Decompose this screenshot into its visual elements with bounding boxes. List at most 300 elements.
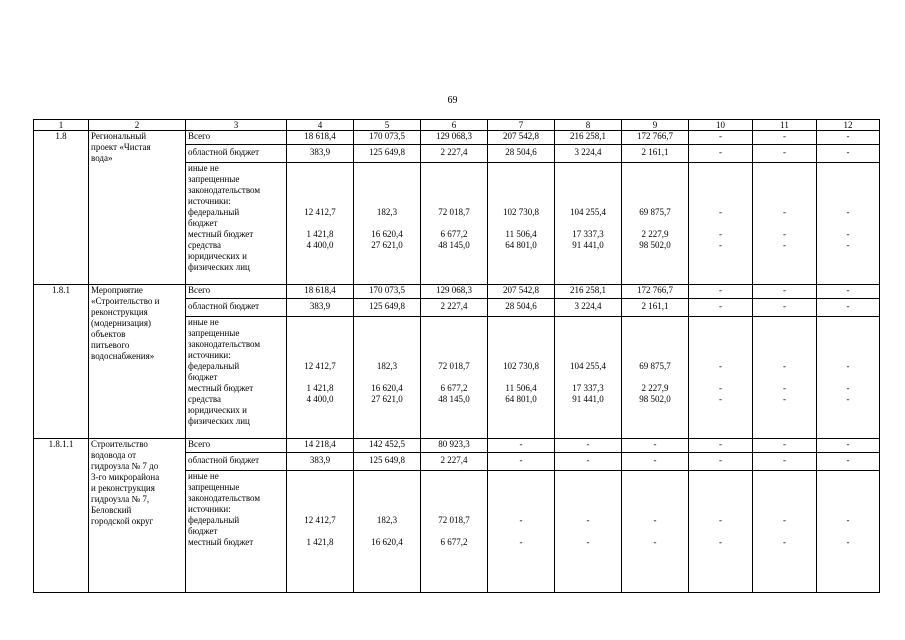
value-cell: - bbox=[689, 439, 753, 453]
value-line: 64 801,0 bbox=[505, 394, 537, 404]
value-line bbox=[624, 526, 686, 537]
value-line bbox=[356, 262, 418, 273]
funding-source-line: федеральный bbox=[188, 207, 240, 217]
value-line bbox=[490, 493, 552, 504]
value-line bbox=[557, 328, 619, 339]
value-line bbox=[755, 196, 814, 207]
row-code: 1.8.1 bbox=[34, 285, 89, 439]
value-line bbox=[490, 174, 552, 185]
column-header: 7 bbox=[488, 120, 555, 131]
value-line bbox=[755, 328, 814, 339]
value-cell: - bbox=[817, 285, 880, 299]
value-cell: 2 227,4 bbox=[421, 299, 488, 317]
value-cell: 18 618,4 bbox=[287, 285, 354, 299]
value-cell: - bbox=[753, 439, 817, 453]
table-row bbox=[34, 285, 880, 299]
value-cell: - bbox=[753, 145, 817, 163]
value-line: 91 441,0 bbox=[572, 240, 604, 250]
value-line bbox=[423, 372, 485, 383]
value-cell: 2 161,1 bbox=[622, 299, 689, 317]
value-cell: - bbox=[817, 439, 880, 453]
value-cell bbox=[555, 163, 622, 285]
value-line bbox=[557, 163, 619, 174]
value-cell: - bbox=[689, 299, 753, 317]
value-line bbox=[490, 328, 552, 339]
value-cell: - bbox=[753, 131, 817, 145]
value-line bbox=[624, 405, 686, 416]
value-line: 72 018,7 bbox=[438, 361, 470, 371]
value-cell: - bbox=[555, 453, 622, 471]
value-line bbox=[423, 350, 485, 361]
funding-source-line: местный бюджет bbox=[188, 537, 254, 547]
value-cell bbox=[689, 471, 753, 593]
value-line: - bbox=[783, 515, 786, 525]
value-line bbox=[490, 339, 552, 350]
value-line bbox=[356, 416, 418, 427]
row-name bbox=[89, 439, 186, 593]
funding-source-line: федеральный bbox=[188, 361, 240, 371]
value-line: 2 227,9 bbox=[641, 229, 669, 239]
funding-source bbox=[186, 317, 287, 439]
row-name-line: гидроузла № 7, bbox=[91, 494, 150, 504]
value-line: - bbox=[783, 537, 786, 547]
value-line: - bbox=[719, 383, 722, 393]
value-line bbox=[557, 196, 619, 207]
value-cell bbox=[555, 317, 622, 439]
value-line: 4 400,0 bbox=[306, 394, 334, 404]
value-line bbox=[490, 163, 552, 174]
value-line bbox=[356, 339, 418, 350]
value-line: 11 506,4 bbox=[505, 229, 537, 239]
value-cell: 142 452,5 bbox=[354, 439, 421, 453]
value-line bbox=[755, 339, 814, 350]
value-line bbox=[819, 218, 877, 229]
value-line bbox=[423, 328, 485, 339]
budget-table bbox=[33, 119, 880, 593]
value-line bbox=[356, 372, 418, 383]
value-cell: 125 649,8 bbox=[354, 453, 421, 471]
value-line bbox=[624, 163, 686, 174]
value-line: 16 620,4 bbox=[371, 537, 403, 547]
value-line bbox=[490, 504, 552, 515]
value-cell: 3 224,4 bbox=[555, 145, 622, 163]
value-line bbox=[557, 218, 619, 229]
value-line: - bbox=[783, 361, 786, 371]
value-line: - bbox=[586, 515, 590, 525]
value-line bbox=[755, 526, 814, 537]
value-line bbox=[691, 174, 750, 185]
funding-source-line: местный бюджет bbox=[188, 229, 254, 239]
value-line bbox=[423, 471, 485, 482]
value-cell bbox=[488, 317, 555, 439]
funding-source-line: бюджет bbox=[188, 218, 218, 228]
value-cell: - bbox=[689, 453, 753, 471]
value-line: 27 621,0 bbox=[371, 394, 403, 404]
funding-source-line: Всего bbox=[188, 439, 211, 449]
row-name-line: (модернизация) bbox=[91, 318, 151, 328]
value-line bbox=[490, 471, 552, 482]
value-line: 48 145,0 bbox=[438, 394, 470, 404]
row-name-line: 3-го микрорайона bbox=[91, 472, 160, 482]
value-cell: - bbox=[555, 439, 622, 453]
value-line: 16 620,4 bbox=[371, 229, 403, 239]
value-line bbox=[356, 482, 418, 493]
row-code: 1.8 bbox=[34, 131, 89, 285]
value-line bbox=[490, 196, 552, 207]
value-line bbox=[819, 350, 877, 361]
value-line bbox=[819, 185, 877, 196]
value-line bbox=[356, 317, 418, 328]
value-line bbox=[289, 339, 351, 350]
value-line bbox=[490, 350, 552, 361]
value-cell: - bbox=[753, 299, 817, 317]
value-cell: - bbox=[689, 131, 753, 145]
value-cell: 216 258,1 bbox=[555, 131, 622, 145]
funding-source-line: средства bbox=[188, 394, 222, 404]
value-line bbox=[624, 493, 686, 504]
value-line bbox=[755, 372, 814, 383]
column-header: 5 bbox=[354, 120, 421, 131]
funding-source bbox=[186, 163, 287, 285]
row-code: 1.8.1.1 bbox=[34, 439, 89, 593]
value-line bbox=[755, 262, 814, 273]
value-line bbox=[819, 328, 877, 339]
funding-source-line: законодательством bbox=[188, 185, 261, 195]
value-line: 6 677,2 bbox=[440, 229, 468, 239]
value-line: 2 227,9 bbox=[641, 383, 669, 393]
value-line bbox=[289, 405, 351, 416]
value-line bbox=[423, 339, 485, 350]
value-cell: - bbox=[689, 285, 753, 299]
value-line bbox=[819, 405, 877, 416]
value-line bbox=[691, 196, 750, 207]
value-line bbox=[490, 251, 552, 262]
value-line bbox=[557, 405, 619, 416]
funding-source bbox=[186, 131, 287, 145]
value-line bbox=[289, 196, 351, 207]
value-cell: 2 161,1 bbox=[622, 145, 689, 163]
value-line bbox=[490, 482, 552, 493]
value-line bbox=[691, 471, 750, 482]
row-name-line: гидроузла № 7 до bbox=[91, 461, 159, 471]
value-cell bbox=[287, 317, 354, 439]
value-line bbox=[356, 405, 418, 416]
value-line: - bbox=[783, 394, 786, 404]
value-line bbox=[691, 504, 750, 515]
value-line bbox=[356, 471, 418, 482]
value-line: 12 412,7 bbox=[304, 207, 336, 217]
value-line bbox=[755, 482, 814, 493]
funding-source-line: законодательством bbox=[188, 493, 261, 503]
value-line: 1 421,8 bbox=[306, 537, 334, 547]
value-line bbox=[557, 174, 619, 185]
value-line: 104 255,4 bbox=[570, 361, 606, 371]
value-line: 182,3 bbox=[376, 361, 398, 371]
value-line bbox=[289, 350, 351, 361]
value-line: - bbox=[846, 383, 850, 393]
value-line bbox=[423, 317, 485, 328]
value-cell bbox=[753, 163, 817, 285]
value-line bbox=[624, 416, 686, 427]
value-line bbox=[289, 251, 351, 262]
value-cell: 125 649,8 bbox=[354, 299, 421, 317]
value-cell: 207 542,8 bbox=[488, 285, 555, 299]
value-cell bbox=[817, 317, 880, 439]
funding-source-line: физических лиц bbox=[188, 416, 250, 426]
value-cell bbox=[817, 471, 880, 593]
value-line bbox=[755, 493, 814, 504]
value-line bbox=[624, 372, 686, 383]
funding-source-line: областной бюджет bbox=[188, 147, 260, 157]
funding-source-line: иные не bbox=[188, 163, 219, 173]
value-cell: - bbox=[817, 131, 880, 145]
value-line bbox=[755, 416, 814, 427]
value-line: 102 730,8 bbox=[503, 207, 539, 217]
value-line bbox=[624, 504, 686, 515]
value-line bbox=[423, 196, 485, 207]
value-cell: 383,9 bbox=[287, 299, 354, 317]
value-cell bbox=[689, 317, 753, 439]
value-cell bbox=[488, 163, 555, 285]
value-cell: - bbox=[753, 285, 817, 299]
value-line bbox=[624, 339, 686, 350]
column-header: 9 bbox=[622, 120, 689, 131]
value-line bbox=[819, 416, 877, 427]
value-cell: - bbox=[622, 453, 689, 471]
value-cell: - bbox=[817, 299, 880, 317]
table-row bbox=[34, 439, 880, 453]
value-line: - bbox=[846, 515, 850, 525]
row-name-line: «Строительство и bbox=[91, 296, 160, 306]
row-name bbox=[89, 131, 186, 285]
row-name-line: городской округ bbox=[91, 516, 154, 526]
column-header: 6 bbox=[421, 120, 488, 131]
value-cell: 383,9 bbox=[287, 145, 354, 163]
value-line: 102 730,8 bbox=[503, 361, 539, 371]
value-line bbox=[289, 416, 351, 427]
value-line bbox=[819, 317, 877, 328]
row-name-line: объектов bbox=[91, 329, 126, 339]
funding-source-line: бюджет bbox=[188, 372, 218, 382]
value-line: 6 677,2 bbox=[440, 383, 468, 393]
value-line bbox=[423, 251, 485, 262]
funding-source-line: законодательством bbox=[188, 339, 261, 349]
value-cell bbox=[555, 471, 622, 593]
row-name-line: водовода от bbox=[91, 450, 137, 460]
column-header-row bbox=[34, 120, 880, 131]
value-cell bbox=[354, 317, 421, 439]
value-cell: - bbox=[753, 453, 817, 471]
value-line bbox=[819, 196, 877, 207]
column-header: 8 bbox=[555, 120, 622, 131]
value-cell: 28 504,6 bbox=[488, 145, 555, 163]
value-cell: 383,9 bbox=[287, 453, 354, 471]
value-line bbox=[691, 339, 750, 350]
value-line: 27 621,0 bbox=[371, 240, 403, 250]
value-line: 48 145,0 bbox=[438, 240, 470, 250]
value-cell bbox=[287, 163, 354, 285]
row-name-line: Беловский bbox=[91, 505, 132, 515]
value-line: 17 337,3 bbox=[572, 229, 604, 239]
value-line bbox=[356, 493, 418, 504]
value-line: - bbox=[846, 240, 850, 250]
value-line: 64 801,0 bbox=[505, 240, 537, 250]
value-cell bbox=[421, 163, 488, 285]
value-line bbox=[356, 251, 418, 262]
value-line bbox=[423, 504, 485, 515]
value-line: - bbox=[783, 229, 786, 239]
value-line bbox=[356, 218, 418, 229]
value-line bbox=[557, 185, 619, 196]
row-name-line: Строительство bbox=[91, 439, 148, 449]
funding-source-line: иные не bbox=[188, 471, 219, 481]
value-line bbox=[557, 416, 619, 427]
funding-source-line: юридических и bbox=[188, 405, 247, 415]
value-line bbox=[557, 504, 619, 515]
value-cell: - bbox=[488, 453, 555, 471]
value-line bbox=[289, 471, 351, 482]
value-line bbox=[819, 262, 877, 273]
value-line bbox=[423, 526, 485, 537]
value-line bbox=[819, 493, 877, 504]
value-line: - bbox=[846, 361, 850, 371]
value-line: 16 620,4 bbox=[371, 383, 403, 393]
funding-source-line: физических лиц bbox=[188, 262, 250, 272]
value-line bbox=[819, 526, 877, 537]
value-line bbox=[819, 482, 877, 493]
row-name-line: водоснабжения» bbox=[91, 351, 155, 361]
funding-source bbox=[186, 439, 287, 453]
value-line: 11 506,4 bbox=[505, 383, 537, 393]
value-line: 69 875,7 bbox=[639, 207, 671, 217]
value-line: - bbox=[783, 383, 786, 393]
value-line bbox=[423, 493, 485, 504]
value-line bbox=[557, 526, 619, 537]
value-line bbox=[356, 526, 418, 537]
value-line bbox=[624, 251, 686, 262]
value-line bbox=[557, 251, 619, 262]
row-name-line: и реконструкция bbox=[91, 483, 155, 493]
value-line bbox=[490, 526, 552, 537]
value-line bbox=[624, 196, 686, 207]
value-cell: 172 766,7 bbox=[622, 285, 689, 299]
value-cell bbox=[421, 471, 488, 593]
value-line bbox=[755, 174, 814, 185]
value-line: - bbox=[846, 229, 850, 239]
value-cell: 2 227,4 bbox=[421, 145, 488, 163]
funding-source-line: Всего bbox=[188, 285, 211, 295]
value-line bbox=[691, 405, 750, 416]
value-line bbox=[819, 504, 877, 515]
value-line: - bbox=[586, 537, 590, 547]
value-line: - bbox=[653, 515, 657, 525]
value-cell: 2 227,4 bbox=[421, 453, 488, 471]
funding-source-line: средства bbox=[188, 240, 222, 250]
value-cell: 3 224,4 bbox=[555, 299, 622, 317]
value-line bbox=[356, 163, 418, 174]
value-line bbox=[423, 262, 485, 273]
funding-source-line: запрещенные bbox=[188, 174, 240, 184]
value-cell bbox=[622, 471, 689, 593]
value-line bbox=[557, 471, 619, 482]
value-line bbox=[691, 163, 750, 174]
value-line: 1 421,8 bbox=[306, 383, 334, 393]
value-cell bbox=[689, 163, 753, 285]
column-header: 3 bbox=[186, 120, 287, 131]
funding-source-line: Всего bbox=[188, 131, 211, 141]
value-line bbox=[289, 493, 351, 504]
value-line bbox=[755, 504, 814, 515]
value-line: - bbox=[719, 229, 722, 239]
value-line bbox=[691, 218, 750, 229]
value-line bbox=[289, 482, 351, 493]
value-line: 182,3 bbox=[376, 207, 398, 217]
value-line bbox=[557, 493, 619, 504]
value-line bbox=[624, 317, 686, 328]
value-line: 72 018,7 bbox=[438, 207, 470, 217]
row-name-line: питьевого bbox=[91, 340, 130, 350]
value-line: - bbox=[519, 515, 523, 525]
value-cell: 14 218,4 bbox=[287, 439, 354, 453]
value-line bbox=[624, 262, 686, 273]
value-line bbox=[423, 174, 485, 185]
value-line bbox=[289, 218, 351, 229]
funding-source-line: областной бюджет bbox=[188, 301, 260, 311]
row-name-line: проект «Чистая bbox=[91, 142, 151, 152]
value-line bbox=[557, 339, 619, 350]
value-line bbox=[691, 493, 750, 504]
page-number: 69 bbox=[447, 95, 458, 106]
funding-source-line: иные не bbox=[188, 317, 219, 327]
value-line bbox=[557, 350, 619, 361]
value-line bbox=[289, 185, 351, 196]
value-line bbox=[691, 350, 750, 361]
value-line: - bbox=[719, 240, 722, 250]
value-cell: 170 073,5 bbox=[354, 285, 421, 299]
value-line bbox=[557, 262, 619, 273]
value-cell bbox=[753, 317, 817, 439]
value-line bbox=[289, 504, 351, 515]
value-line bbox=[289, 317, 351, 328]
value-line bbox=[755, 405, 814, 416]
value-line: 12 412,7 bbox=[304, 361, 336, 371]
funding-source-line: областной бюджет bbox=[188, 455, 260, 465]
value-line bbox=[755, 471, 814, 482]
value-line bbox=[490, 405, 552, 416]
value-line: - bbox=[846, 537, 850, 547]
value-line: 17 337,3 bbox=[572, 383, 604, 393]
column-header: 12 bbox=[817, 120, 880, 131]
value-line bbox=[691, 185, 750, 196]
value-cell: 18 618,4 bbox=[287, 131, 354, 145]
value-line bbox=[289, 163, 351, 174]
value-line bbox=[819, 174, 877, 185]
value-line: 72 018,7 bbox=[438, 515, 470, 525]
value-line bbox=[624, 328, 686, 339]
column-header: 11 bbox=[753, 120, 817, 131]
value-cell: 129 068,3 bbox=[421, 285, 488, 299]
value-line bbox=[624, 350, 686, 361]
value-line bbox=[490, 262, 552, 273]
column-header: 10 bbox=[689, 120, 753, 131]
value-line: 98 502,0 bbox=[639, 240, 671, 250]
value-line bbox=[624, 482, 686, 493]
value-cell bbox=[287, 471, 354, 593]
value-line bbox=[557, 372, 619, 383]
value-line bbox=[423, 163, 485, 174]
value-line: - bbox=[783, 207, 786, 217]
value-cell: - bbox=[817, 453, 880, 471]
